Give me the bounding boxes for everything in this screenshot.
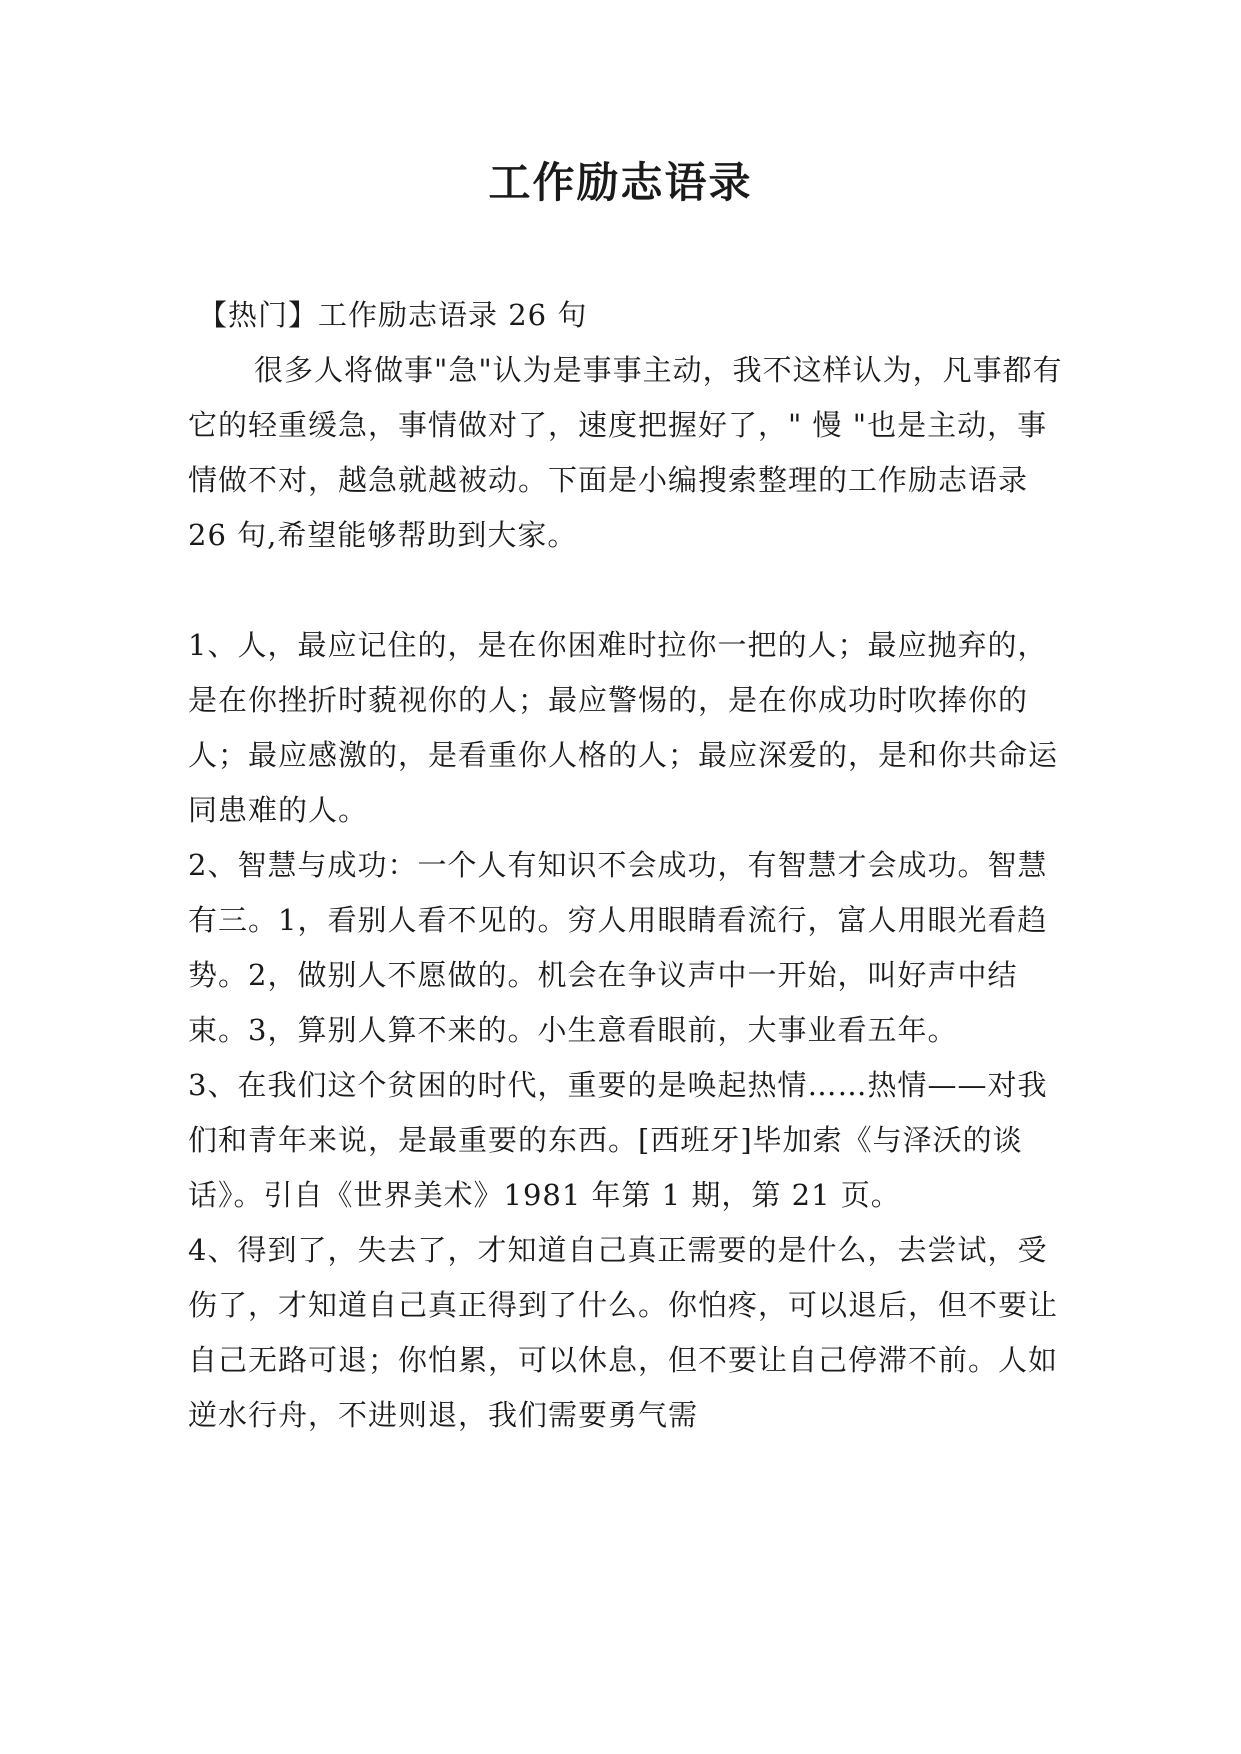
paragraph-spacer bbox=[188, 563, 1068, 618]
quote-item-3: 3、在我们这个贫困的时代，重要的是唤起热情……热情——对我们和青年来说，是最重要的东西。[西班牙]毕加索《与泽沃的谈话》。引自《世界美术》1981 年第 1 期，第 21 页。 bbox=[188, 1068, 1048, 1212]
quote-item-4: 4、得到了，失去了，才知道自己真正需要的是什么，去尝试，受伤了，才知道自己真正得到了什么。你怕疼，可以退后，但不要让自己无路可退；你怕累，可以休息，但不要让自己停滞不前。人如逆水行舟，不进则退，我们需要勇气需 bbox=[188, 1233, 1059, 1432]
document-body bbox=[188, 288, 1068, 1443]
quote-item-1: 1、人，最应记住的，是在你困难时拉你一把的人；最应抛弃的，是在你挫折时藐视你的人；最应警惕的，是在你成功时吹捧你的人；最应感激的，是看重你人格的人；最应深爱的，是和你共命运同患难的人。 bbox=[188, 628, 1059, 827]
document-subtitle: 【热门】工作励志语录 26 句 bbox=[198, 298, 588, 332]
intro-paragraph: 很多人将做事"急"认为是事事主动，我不这样认为，凡事都有它的轻重缓急，事情做对了，速度把握好了，" 慢 "也是主动，事情做不对，越急就越被动。下面是小编搜索整理的工作励志语录 26 句,希望能够帮助到大家。 bbox=[188, 353, 1063, 552]
quote-item-2: 2、智慧与成功：一个人有知识不会成功，有智慧才会成功。智慧有三。1，看别人看不见的。穷人用眼睛看流行，富人用眼光看趋势。2，做别人不愿做的。机会在争议声中一开始，叫好声中结束。3，算别人算不来的。小生意看眼前，大事业看五年。 bbox=[188, 848, 1048, 1047]
document-title: 工作励志语录 bbox=[488, 158, 753, 207]
